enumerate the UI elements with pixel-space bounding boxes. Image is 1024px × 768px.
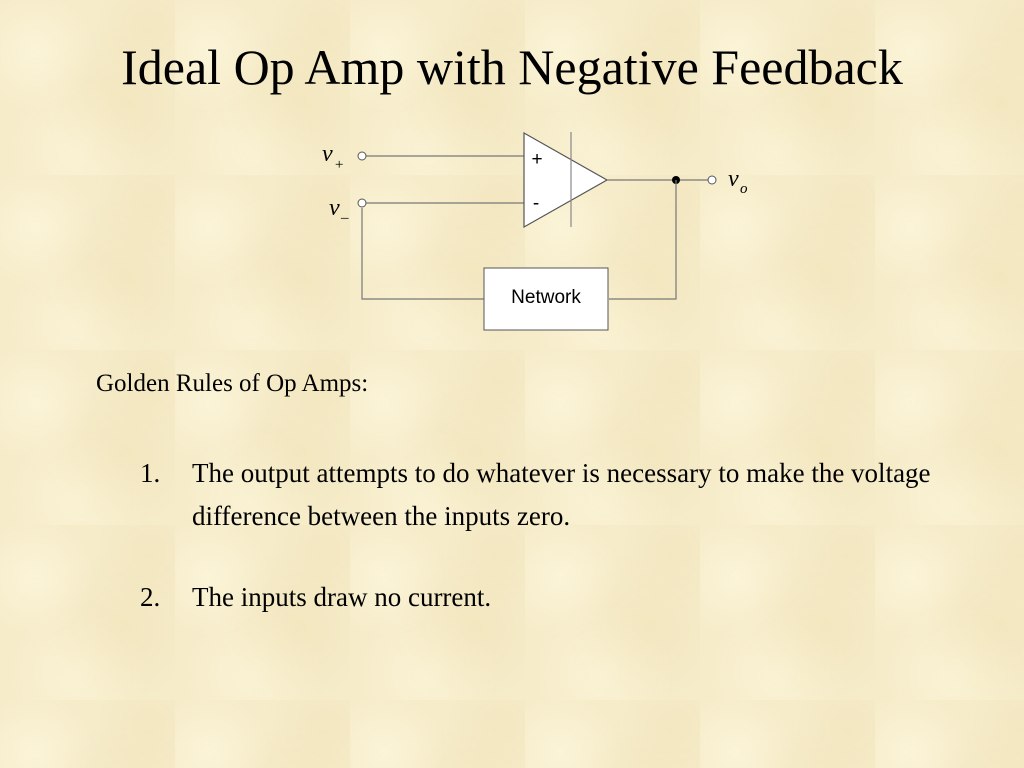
network-label: Network	[511, 287, 581, 308]
v-plus-subscript: +	[334, 157, 345, 173]
rule-number: 2.	[140, 582, 161, 612]
v-plus-label: v	[322, 141, 333, 167]
v-minus-terminal	[358, 199, 366, 207]
minus-sign: -	[532, 193, 540, 214]
rule-text: The output attempts to do whatever is necessary to make the voltage difference between the inputs zero.	[192, 458, 931, 531]
rules-heading: Golden Rules of Op Amps:	[96, 370, 369, 397]
v-minus-subscript: –	[341, 210, 349, 226]
feedback-wire-right	[609, 180, 676, 299]
plus-sign: +	[531, 149, 543, 170]
v-out-label: v	[728, 166, 739, 192]
v-out-terminal	[708, 176, 716, 184]
rule-number: 1.	[140, 458, 161, 488]
v-out-subscript: o	[740, 181, 748, 197]
slide-title: Ideal Op Amp with Negative Feedback	[121, 39, 903, 95]
v-plus-terminal	[358, 152, 366, 160]
rule-text: The inputs draw no current.	[192, 582, 492, 612]
rule-item	[140, 452, 960, 538]
v-minus-label: v	[329, 195, 340, 221]
rule-item	[140, 576, 960, 619]
feedback-wire-left	[362, 208, 484, 299]
